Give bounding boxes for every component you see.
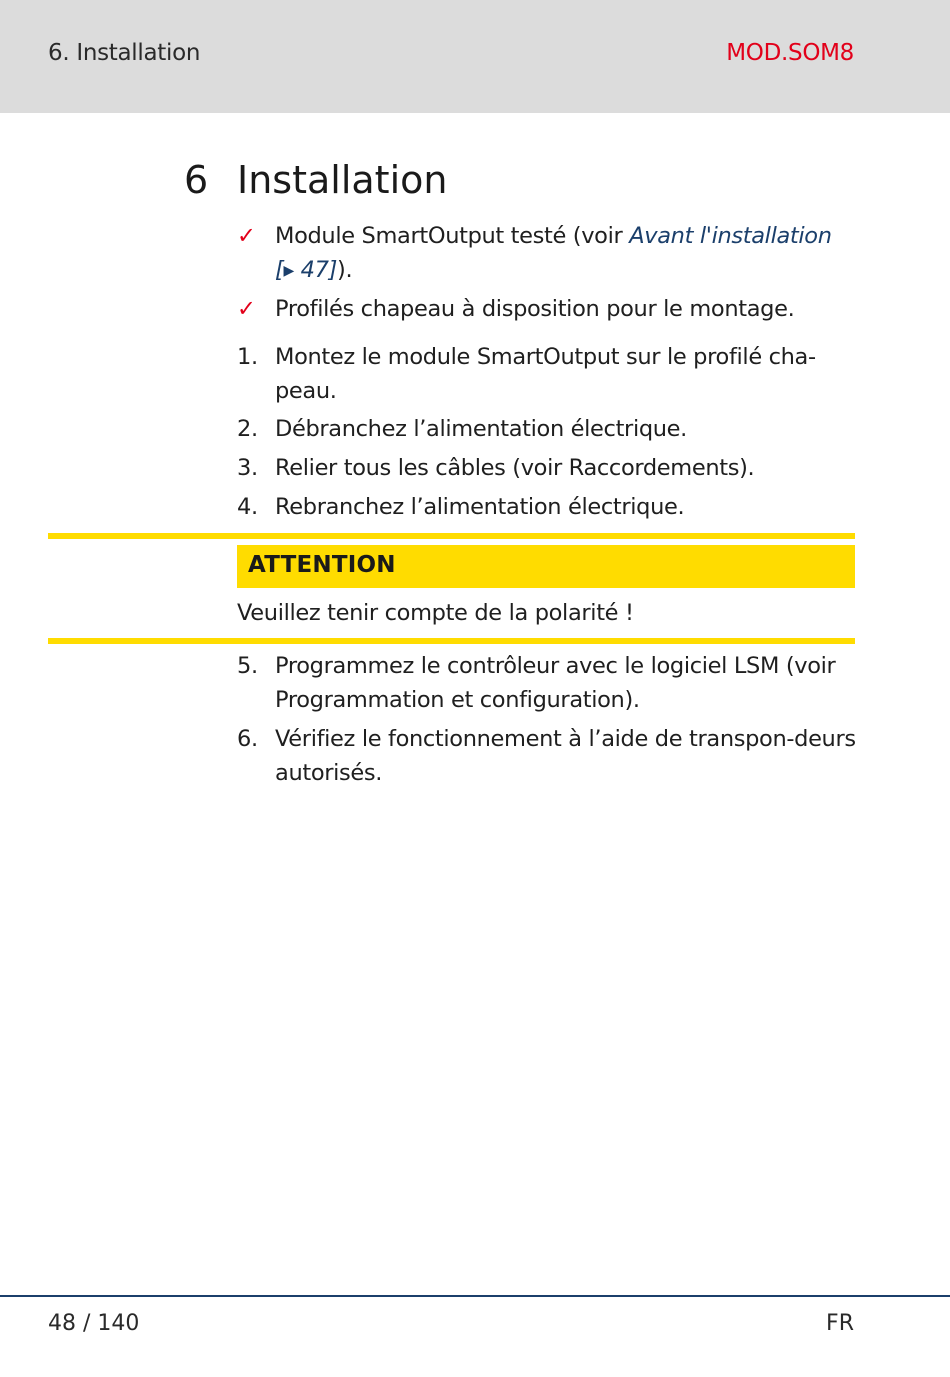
- step-text: Débranchez l’alimentation électrique.: [275, 416, 687, 442]
- step-text: Programmez le contrôleur avec le logiciel LSM (voir Programmation et configuration).: [275, 653, 836, 713]
- warning-bottom-rule: [48, 638, 855, 644]
- step-text: Vérifiez le fonctionnement à l’aide de transpon-deurs autorisés.: [275, 726, 856, 786]
- steps-list-b: [237, 649, 857, 790]
- header-section-title: 6. Installation: [48, 40, 201, 66]
- step-item: [237, 340, 857, 408]
- step-number: 5.: [237, 653, 258, 679]
- step-text: Montez le module SmartOutput sur le profilé cha-peau.: [275, 344, 816, 404]
- step-item: [237, 412, 857, 446]
- link-text: Avant l'installation: [629, 223, 832, 249]
- step-number: 6.: [237, 726, 258, 752]
- chapter-number: 6: [184, 158, 209, 202]
- language-code: FR: [826, 1311, 854, 1336]
- page-arrow-icon: ▶: [283, 263, 294, 279]
- steps-list-a: [237, 340, 857, 524]
- step-item: [237, 490, 857, 524]
- checkmark-icon: ✓: [237, 296, 256, 322]
- step-item: [237, 649, 857, 717]
- prerequisite-text: Profilés chapeau à disposition pour le montage.: [275, 296, 795, 322]
- attention-message: Veuillez tenir compte de la polarité !: [237, 600, 634, 626]
- step-item: [237, 722, 857, 790]
- attention-label: ATTENTION: [248, 552, 396, 578]
- step-text: Relier tous les câbles (voir Raccordements).: [275, 455, 755, 481]
- page-number: 48 / 140: [48, 1311, 140, 1336]
- step-number: 3.: [237, 455, 258, 481]
- chapter-heading: [184, 158, 447, 202]
- link-ref-open: [: [275, 257, 284, 283]
- step-number: 1.: [237, 344, 258, 370]
- footer-rule: [0, 1295, 950, 1297]
- prerequisite-item: [237, 292, 857, 326]
- chapter-title: Installation: [237, 158, 448, 202]
- header-product-name: MOD.SOM8: [726, 40, 854, 66]
- prerequisite-item: [237, 219, 857, 288]
- prerequisite-text: Module SmartOutput testé (voir: [275, 223, 630, 249]
- prerequisite-text-after: ).: [337, 257, 353, 283]
- attention-banner: [237, 545, 855, 588]
- step-number: 2.: [237, 416, 258, 442]
- step-item: [237, 451, 857, 485]
- step-text: Rebranchez l’alimentation électrique.: [275, 494, 685, 520]
- link-ref-page: 47]: [293, 257, 338, 283]
- page-header: [0, 0, 950, 113]
- prerequisites-list: [237, 219, 857, 326]
- warning-top-rule: [48, 533, 855, 539]
- step-number: 4.: [237, 494, 258, 520]
- checkmark-icon: ✓: [237, 223, 256, 249]
